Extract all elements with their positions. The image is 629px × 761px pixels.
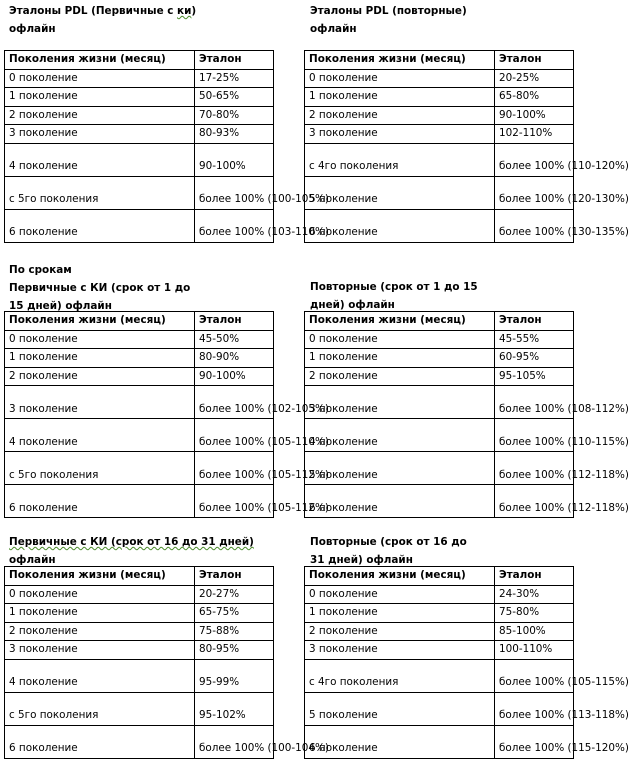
section1-right-table: [304, 50, 629, 243]
generation-cell: 0 поколение: [305, 69, 495, 88]
header-generation: Поколения жизни (месяц): [305, 51, 495, 70]
table-row: [305, 622, 574, 641]
generation-cell: 4 поколение: [5, 659, 195, 692]
table-row: [305, 176, 574, 209]
standard-cell: 45-55%: [495, 330, 574, 349]
generation-cell: 2 поколение: [5, 106, 195, 125]
section1-right-title: Эталоны PDL (повторные) офлайн: [310, 5, 467, 35]
section3-right-table: [304, 566, 629, 759]
standard-cell: более 100% (105-115%): [495, 659, 574, 692]
generation-cell: 0 поколение: [5, 585, 195, 604]
table-row: [5, 452, 274, 485]
table-header-row: [5, 51, 274, 70]
section2-right-title: Повторные (срок от 1 до 15 дней) офлайн: [310, 281, 478, 311]
standard-cell: более 100% (113-118%): [495, 692, 574, 725]
table-row: [305, 452, 574, 485]
generation-cell: 3 поколение: [305, 641, 495, 660]
standard-cell: более 100% (110-115%): [495, 419, 574, 452]
table-row: [5, 69, 274, 88]
header-standard: Эталон: [495, 567, 574, 586]
section3-left-table: [4, 566, 329, 759]
standard-cell: более 100% (100-104%): [195, 725, 274, 758]
generation-cell: 6 поколение: [305, 485, 495, 518]
standard-cell: 17-25%: [195, 69, 274, 88]
generation-cell: 1 поколение: [305, 88, 495, 107]
generation-cell: 5 поколение: [305, 452, 495, 485]
table-row: [305, 485, 574, 518]
header-standard: Эталон: [195, 51, 274, 70]
standard-cell: 100-110%: [495, 641, 574, 660]
generation-cell: 3 поколение: [5, 641, 195, 660]
table-row: [305, 659, 574, 692]
standard-cell: 102-110%: [495, 125, 574, 144]
standard-cell: 95-105%: [495, 367, 574, 386]
table-row: [5, 88, 274, 107]
standard-cell: 70-80%: [195, 106, 274, 125]
generation-cell: 0 поколение: [5, 69, 195, 88]
generation-cell: 5 поколение: [305, 692, 495, 725]
table-header-row: [5, 567, 274, 586]
generation-cell: с 5го поколения: [5, 452, 195, 485]
table-row: [305, 641, 574, 660]
table-header-row: [305, 312, 574, 331]
generation-cell: 0 поколение: [305, 330, 495, 349]
generation-cell: с 5го поколения: [5, 176, 195, 209]
generation-cell: 2 поколение: [5, 622, 195, 641]
table-header-row: [305, 567, 574, 586]
standard-cell: 90-100%: [495, 106, 574, 125]
standard-cell: 65-75%: [195, 604, 274, 623]
table-header-row: [5, 312, 274, 331]
table-row: [5, 641, 274, 660]
table-row: [5, 125, 274, 144]
standard-cell: 80-95%: [195, 641, 274, 660]
generation-cell: 4 поколение: [5, 419, 195, 452]
table-row: [5, 622, 274, 641]
section3-left-title: Первичные с КИ (срок от 16 до 31 дней) офлайн: [9, 536, 254, 566]
table-row: [5, 176, 274, 209]
generation-cell: 3 поколение: [5, 125, 195, 144]
header-standard: Эталон: [195, 312, 274, 331]
table-row: [305, 386, 574, 419]
table-row: [305, 88, 574, 107]
table-row: [5, 419, 274, 452]
standard-cell: более 100% (110-120%): [495, 143, 574, 176]
generation-cell: с 4го поколения: [305, 143, 495, 176]
generation-cell: 3 поколение: [5, 386, 195, 419]
table-row: [305, 69, 574, 88]
generation-cell: 2 поколение: [5, 367, 195, 386]
generation-cell: 0 поколение: [305, 585, 495, 604]
table-row: [5, 386, 274, 419]
generation-cell: 4 поколение: [305, 419, 495, 452]
generation-cell: 2 поколение: [305, 622, 495, 641]
header-generation: Поколения жизни (месяц): [5, 312, 195, 331]
table-header-row: [305, 51, 574, 70]
standard-cell: более 100% (105-112%): [195, 485, 274, 518]
standard-cell: 20-27%: [195, 585, 274, 604]
standard-cell: более 100% (115-120%): [495, 725, 574, 758]
section3-right-title: Повторные (срок от 16 до 31 дней) офлайн: [310, 536, 467, 566]
generation-cell: 1 поколение: [5, 604, 195, 623]
table-row: [305, 330, 574, 349]
section2-left-table: [4, 311, 329, 518]
generation-cell: 6 поколение: [5, 209, 195, 242]
standard-cell: 95-99%: [195, 659, 274, 692]
standard-cell: 80-90%: [195, 349, 274, 368]
section2-left-title: По срокам Первичные с КИ (срок от 1 до 15 дней) офлайн: [9, 264, 191, 312]
standard-cell: более 100% (130-135%): [495, 209, 574, 242]
table-row: [5, 209, 274, 242]
standard-cell: более 100% (105-112%): [195, 452, 274, 485]
table-row: [5, 659, 274, 692]
standard-cell: более 100% (112-118%): [495, 485, 574, 518]
generation-cell: 2 поколение: [305, 106, 495, 125]
standard-cell: 75-80%: [495, 604, 574, 623]
table-row: [305, 349, 574, 368]
generation-cell: 5 поколение: [305, 176, 495, 209]
generation-cell: 0 поколение: [5, 330, 195, 349]
generation-cell: с 5го поколения: [5, 692, 195, 725]
table-row: [5, 692, 274, 725]
section2-right-table: [304, 311, 629, 518]
standard-cell: 90-100%: [195, 143, 274, 176]
standard-cell: 90-100%: [195, 367, 274, 386]
standard-cell: более 100% (103-110%): [195, 209, 274, 242]
standard-cell: более 100% (108-112%): [495, 386, 574, 419]
section1-left-title: Эталоны PDL (Первичные с ки) офлайн: [9, 5, 197, 35]
table-row: [5, 367, 274, 386]
table-row: [305, 692, 574, 725]
standard-cell: 65-80%: [495, 88, 574, 107]
generation-cell: 6 поколение: [305, 209, 495, 242]
generation-cell: 3 поколение: [305, 125, 495, 144]
table-row: [5, 106, 274, 125]
generation-cell: 6 поколение: [5, 485, 195, 518]
standard-cell: 24-30%: [495, 585, 574, 604]
table-row: [5, 143, 274, 176]
table-row: [305, 125, 574, 144]
header-generation: Поколения жизни (месяц): [305, 567, 495, 586]
table-row: [305, 604, 574, 623]
standard-cell: более 100% (102-105%): [195, 386, 274, 419]
generation-cell: 3 поколение: [305, 386, 495, 419]
generation-cell: 1 поколение: [305, 349, 495, 368]
table-row: [305, 585, 574, 604]
generation-cell: 6 поколение: [305, 725, 495, 758]
section1-left-table: [4, 50, 329, 243]
header-generation: Поколения жизни (месяц): [5, 51, 195, 70]
standard-cell: более 100% (100-105%): [195, 176, 274, 209]
table-row: [305, 367, 574, 386]
standard-cell: 80-93%: [195, 125, 274, 144]
table-row: [5, 330, 274, 349]
standard-cell: более 100% (120-130%): [495, 176, 574, 209]
standard-cell: 45-50%: [195, 330, 274, 349]
table-row: [5, 604, 274, 623]
table-row: [5, 725, 274, 758]
table-row: [305, 143, 574, 176]
standard-cell: 50-65%: [195, 88, 274, 107]
table-row: [5, 349, 274, 368]
standard-cell: 95-102%: [195, 692, 274, 725]
header-standard: Эталон: [195, 567, 274, 586]
header-generation: Поколения жизни (месяц): [305, 312, 495, 331]
header-standard: Эталон: [495, 312, 574, 331]
standard-cell: более 100% (112-118%): [495, 452, 574, 485]
generation-cell: 1 поколение: [5, 88, 195, 107]
standard-cell: 75-88%: [195, 622, 274, 641]
standard-cell: 60-95%: [495, 349, 574, 368]
table-row: [5, 585, 274, 604]
header-generation: Поколения жизни (месяц): [5, 567, 195, 586]
table-row: [5, 485, 274, 518]
generation-cell: 4 поколение: [5, 143, 195, 176]
generation-cell: 6 поколение: [5, 725, 195, 758]
generation-cell: с 4го поколения: [305, 659, 495, 692]
table-row: [305, 725, 574, 758]
table-row: [305, 106, 574, 125]
header-standard: Эталон: [495, 51, 574, 70]
standard-cell: более 100% (105-110%): [195, 419, 274, 452]
generation-cell: 1 поколение: [5, 349, 195, 368]
standard-cell: 85-100%: [495, 622, 574, 641]
standard-cell: 20-25%: [495, 69, 574, 88]
table-row: [305, 419, 574, 452]
table-row: [305, 209, 574, 242]
generation-cell: 2 поколение: [305, 367, 495, 386]
generation-cell: 1 поколение: [305, 604, 495, 623]
